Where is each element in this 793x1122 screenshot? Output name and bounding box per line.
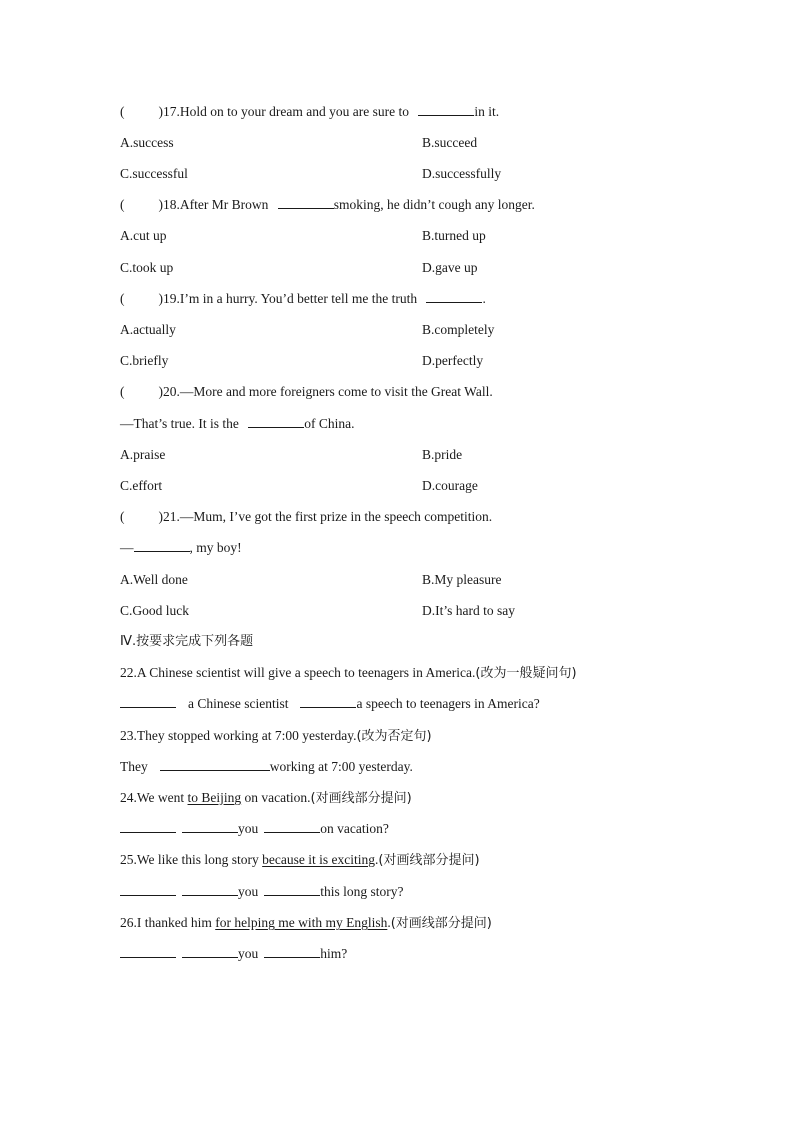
answer-blank[interactable] bbox=[264, 819, 320, 833]
underlined-phrase: to Beijing bbox=[187, 790, 242, 805]
question-19: ( )19.I’m in a hurry. You’d better tell me the truth . bbox=[120, 291, 486, 306]
question-22: 22.A Chinese scientist will give a speech to teenagers in America.(改为一般疑问句) bbox=[120, 665, 577, 681]
answer-blank[interactable] bbox=[264, 944, 320, 958]
answer-paren[interactable]: ( ) bbox=[120, 197, 163, 212]
option-a[interactable]: A.actually bbox=[120, 322, 176, 337]
answer-blank[interactable] bbox=[418, 102, 474, 116]
answer-line-22: a Chinese scientist a speech to teenagers in America? bbox=[120, 694, 540, 714]
option-a[interactable]: A.Well done bbox=[120, 572, 188, 587]
option-b[interactable]: B.succeed bbox=[422, 135, 478, 150]
section-title: Ⅳ.按要求完成下列各题 bbox=[120, 634, 254, 649]
option-d[interactable]: D.perfectly bbox=[422, 353, 484, 368]
option-d[interactable]: D.courage bbox=[422, 478, 478, 493]
option-d[interactable]: D.successfully bbox=[422, 166, 502, 181]
option-a[interactable]: A.cut up bbox=[120, 228, 167, 243]
answer-blank[interactable] bbox=[182, 944, 238, 958]
answer-blank[interactable] bbox=[182, 819, 238, 833]
question-21: ( )21.—Mum, I’ve got the first prize in the speech competition. bbox=[120, 509, 493, 524]
option-c[interactable]: C.took up bbox=[120, 260, 174, 275]
answer-line-24: you on vacation? bbox=[120, 819, 389, 839]
question-21-reply: — , my boy! bbox=[120, 540, 242, 555]
question-18: ( )18.After Mr Brown smoking, he didn’t cough any longer. bbox=[120, 197, 535, 212]
underlined-phrase: for helping me with my English bbox=[215, 915, 388, 930]
question-20-reply: —That’s true. It is the of China. bbox=[120, 416, 355, 431]
answer-blank[interactable] bbox=[134, 538, 190, 552]
option-b[interactable]: B.My pleasure bbox=[422, 572, 502, 587]
option-c[interactable]: C.successful bbox=[120, 166, 188, 181]
answer-line-23: They working at 7:00 yesterday. bbox=[120, 759, 413, 774]
answer-paren[interactable]: ( ) bbox=[120, 291, 163, 306]
worksheet-page bbox=[120, 0, 740, 1122]
answer-paren[interactable]: ( ) bbox=[120, 104, 163, 119]
answer-blank[interactable] bbox=[278, 195, 334, 209]
question-25: 25.We like this long story because it is exciting.(对画线部分提问) bbox=[120, 852, 480, 868]
answer-blank[interactable] bbox=[248, 414, 304, 428]
option-b[interactable]: B.completely bbox=[422, 322, 495, 337]
option-a[interactable]: A.success bbox=[120, 135, 174, 150]
question-23: 23.They stopped working at 7:00 yesterday.(改为否定句) bbox=[120, 728, 432, 744]
answer-blank[interactable] bbox=[120, 882, 176, 896]
option-c[interactable]: C.Good luck bbox=[120, 603, 189, 618]
underlined-phrase: because it is exciting bbox=[262, 852, 375, 867]
question-17: ( )17.Hold on to your dream and you are sure to in it. bbox=[120, 104, 500, 119]
option-d[interactable]: D.gave up bbox=[422, 260, 478, 275]
answer-blank[interactable] bbox=[120, 694, 176, 708]
answer-blank[interactable] bbox=[300, 694, 356, 708]
option-b[interactable]: B.pride bbox=[422, 447, 463, 462]
answer-blank[interactable] bbox=[120, 944, 176, 958]
option-c[interactable]: C.briefly bbox=[120, 353, 169, 368]
answer-blank[interactable] bbox=[160, 757, 270, 771]
answer-blank[interactable] bbox=[120, 819, 176, 833]
answer-blank[interactable] bbox=[264, 882, 320, 896]
answer-line-26: you him? bbox=[120, 944, 347, 964]
question-26: 26.I thanked him for helping me with my English.(对画线部分提问) bbox=[120, 915, 492, 931]
answer-paren[interactable]: ( ) bbox=[120, 509, 163, 524]
question-24: 24.We went to Beijing on vacation.(对画线部分提问) bbox=[120, 790, 412, 806]
option-c[interactable]: C.effort bbox=[120, 478, 163, 493]
answer-line-25: you this long story? bbox=[120, 882, 404, 902]
answer-blank[interactable] bbox=[426, 289, 482, 303]
question-20: ( )20.—More and more foreigners come to visit the Great Wall. bbox=[120, 384, 493, 399]
option-b[interactable]: B.turned up bbox=[422, 228, 486, 243]
answer-blank[interactable] bbox=[182, 882, 238, 896]
option-d[interactable]: D.It’s hard to say bbox=[422, 603, 515, 618]
answer-paren[interactable]: ( ) bbox=[120, 384, 163, 399]
option-a[interactable]: A.praise bbox=[120, 447, 166, 462]
